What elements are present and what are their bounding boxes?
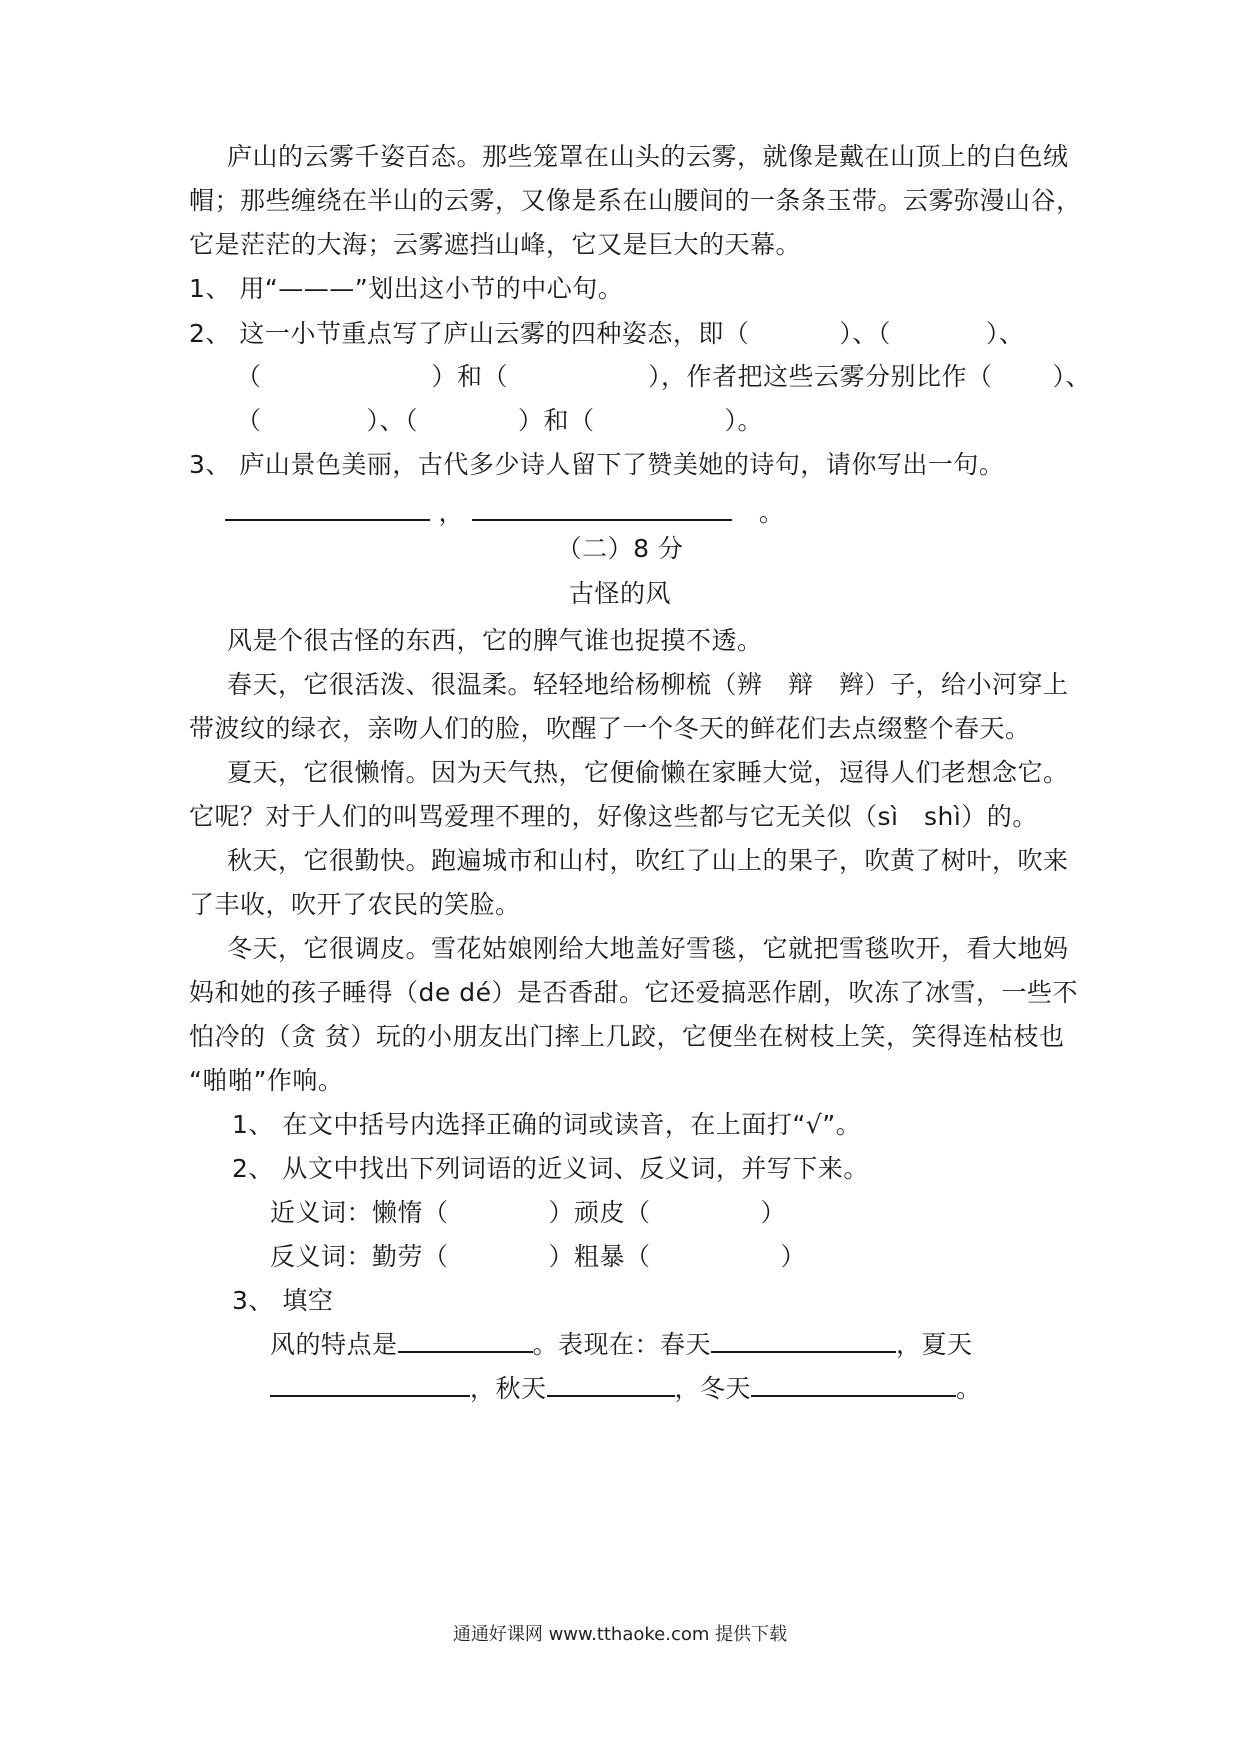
question-1-2-line2: （ ）和（ ），作者把这些云雾分别比作（ ）、: [236, 362, 1092, 391]
antonym-row: 反义词：勤劳（ ）粗暴（ ）: [270, 1242, 807, 1271]
passage1-line3: 它是茫茫的大海；云雾遮挡山峰，它又是巨大的天幕。: [189, 230, 802, 259]
answer-blank[interactable]: [472, 497, 732, 521]
answer-blank[interactable]: [270, 1373, 470, 1397]
page-footer: 通通好课网 www.tthaoke.com 提供下载: [452, 1624, 788, 1645]
question-1-1: 1、 用“———”划出这小节的中心句。: [189, 274, 624, 303]
fill-line1: 风的特点是 。表现在：春天 ，夏天: [270, 1330, 973, 1359]
passage2-p4-line2: 了丰收，吹开了农民的笑脸。: [189, 890, 521, 919]
answer-blank[interactable]: [751, 1373, 956, 1397]
passage2-p1: 风是个很古怪的东西，它的脾气谁也捉摸不透。: [227, 626, 763, 655]
question-2-3: 3、 填空: [232, 1286, 334, 1315]
passage2-p5-line3: 怕冷的（贪 贫）玩的小朋友出门摔上几跤，它便坐在树枝上笑，笑得连枯枝也: [189, 1022, 1065, 1051]
answer-blank[interactable]: [225, 497, 430, 521]
passage2-p5-line2: 妈和她的孩子睡得（de dé）是否香甜。它还爱搞恶作剧，吹冻了冰雪，一些不: [189, 978, 1078, 1007]
answer-blank[interactable]: [711, 1329, 896, 1353]
passage1-line1: 庐山的云雾千姿百态。那些笼罩在山头的云雾，就像是戴在山顶上的白色绒: [227, 142, 1069, 171]
passage2-p4-line1: 秋天，它很勤快。跑遍城市和山村，吹红了山上的果子，吹黄了树叶，吹来: [227, 846, 1069, 875]
question-1-2-line3: （ ）、（ ）和（ ）。: [236, 406, 764, 435]
answer-blank[interactable]: [547, 1373, 675, 1397]
passage2-p3-line2: 它呢？对于人们的叫骂爱理不理的，好像这些都与它无关似（sì shì）的。: [189, 802, 1038, 831]
question-1-2-line1: 2、 这一小节重点写了庐山云雾的四种姿态，即（ ）、（ ）、: [189, 319, 1025, 348]
answer-blank[interactable]: [398, 1329, 533, 1353]
passage2-p2-line2: 带波纹的绿衣，亲吻人们的脸，吹醒了一个冬天的鲜花们去点缀整个春天。: [189, 714, 1031, 743]
poem-answer-line: ， 。: [225, 496, 784, 530]
passage2-p2-line1: 春天，它很活泼、很温柔。轻轻地给杨柳梳（辨 辩 辫）子，给小河穿上: [227, 670, 1069, 699]
passage-title: 古怪的风: [568, 579, 671, 608]
fill-line2: ，秋天 ，冬天 。: [270, 1372, 982, 1406]
question-1-3: 3、 庐山景色美丽，古代多少诗人留下了赞美她的诗句，请你写出一句。: [189, 450, 1005, 479]
passage2-p5-line4: “啪啪”作响。: [189, 1066, 344, 1095]
synonym-row: 近义词：懒惰（ ）顽皮（ ）: [270, 1198, 787, 1227]
question-2-1: 1、 在文中括号内选择正确的词或读音，在上面打“√”。: [232, 1110, 862, 1139]
passage2-p5-line1: 冬天，它很调皮。雪花姑娘刚给大地盖好雪毯，它就把雪毯吹开，看大地妈: [227, 934, 1069, 963]
section-heading: （二）8 分: [556, 534, 684, 563]
question-2-2: 2、 从文中找出下列词语的近义词、反义词，并写下来。: [232, 1154, 869, 1183]
passage2-p3-line1: 夏天，它很懒惰。因为天气热，它便偷懒在家睡大觉，逗得人们老想念它。: [227, 758, 1069, 787]
q1-2-text: 2、 这一小节重点写了庐山云雾的四种姿态，即（: [189, 319, 750, 348]
passage1-line2: 帽；那些缠绕在半山的云雾，又像是系在山腰间的一条条玉带。云雾弥漫山谷，: [189, 186, 1082, 215]
